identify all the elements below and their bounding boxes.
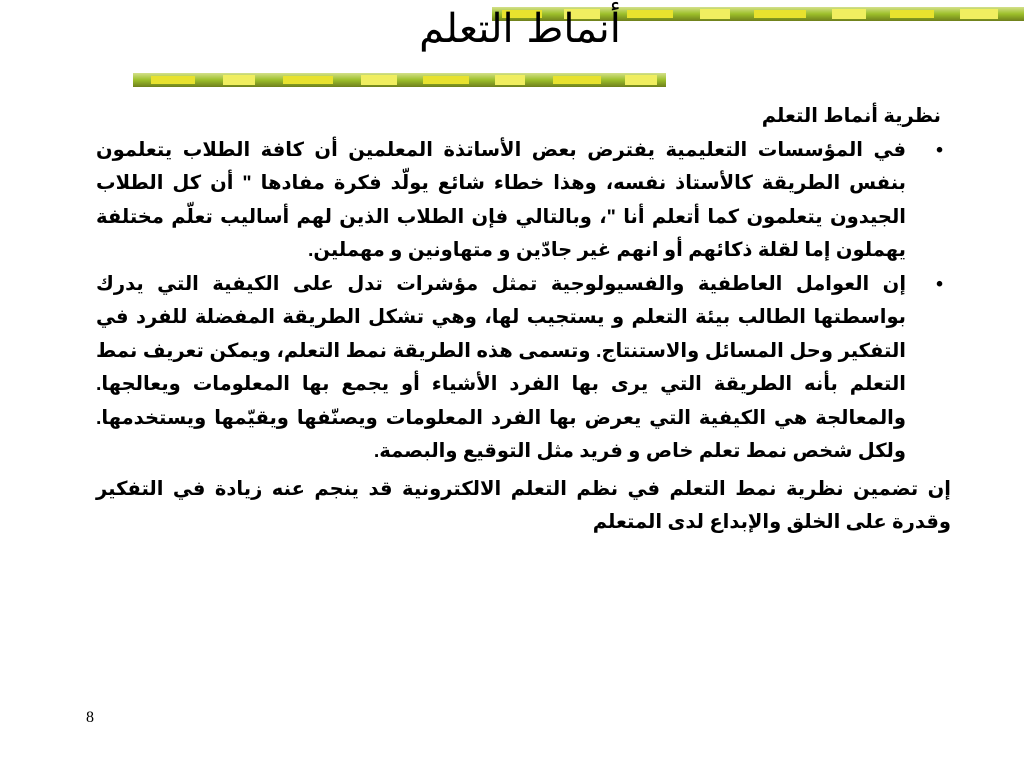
bullet-icon: • xyxy=(936,272,943,295)
band-pattern-under xyxy=(133,73,666,87)
bullet-text-1: في المؤسسات التعليمية يفترض بعض الأساتذة المعلمين أن كافة الطلاب يتعلمون بنفس الطريقة كالأستاذ نفسه، وهذا خطاء شائع يولّد فكرة مفادها " أن كل الطلاب الجيدون يتعلمون كما أتعلم أنا "، وبالتالي فإن الطلاب الذين لهم أساليب تعلّم مختلفة يهملون إما لقلة ذكائهم أو انهم غير جادّين و متهاونين و مهملين. xyxy=(96,138,906,261)
bullet-item-2 xyxy=(96,268,951,469)
bullet-item-1 xyxy=(96,134,951,268)
bullet-text-2: إن العوامل العاطفية والفسيولوجية تمثل مؤشرات تدل على الكيفية التي يدرك بواسطتها الطالب بيئة التعلم و يستجيب لها، وهي تشكل الطريقة المفضلة للفرد في التفكير وحل المسائل والاستنتاج. وتسمى هذه الطريقة نمط التعلم، ويمكن تعريف نمط التعلم بأنه الطريقة التي يرى بها الفرد الأشياء أو يجمع بها المعلومات ويعالجها. والمعالجة هي الكيفية التي يعرض بها الفرد المعلومات ويصنّفها ويقيّمها ويستخدمها. ولكل شخص نمط تعلم خاص و فريد مثل التوقيع والبصمة. xyxy=(96,272,906,462)
slide-title: أنماط التعلم xyxy=(419,6,621,52)
section-heading: نظرية أنماط التعلم xyxy=(761,105,941,127)
conclusion-paragraph: إن تضمين نظرية نمط التعلم في نظم التعلم الالكترونية قد ينجم عنه زيادة في التفكير وقدرة على الخلق والإبداع لدى المتعلم xyxy=(96,477,951,533)
decorative-band-under-title xyxy=(133,73,666,87)
slide-number: 8 xyxy=(86,709,94,726)
slide-body xyxy=(96,100,951,540)
bullet-icon: • xyxy=(936,138,943,161)
